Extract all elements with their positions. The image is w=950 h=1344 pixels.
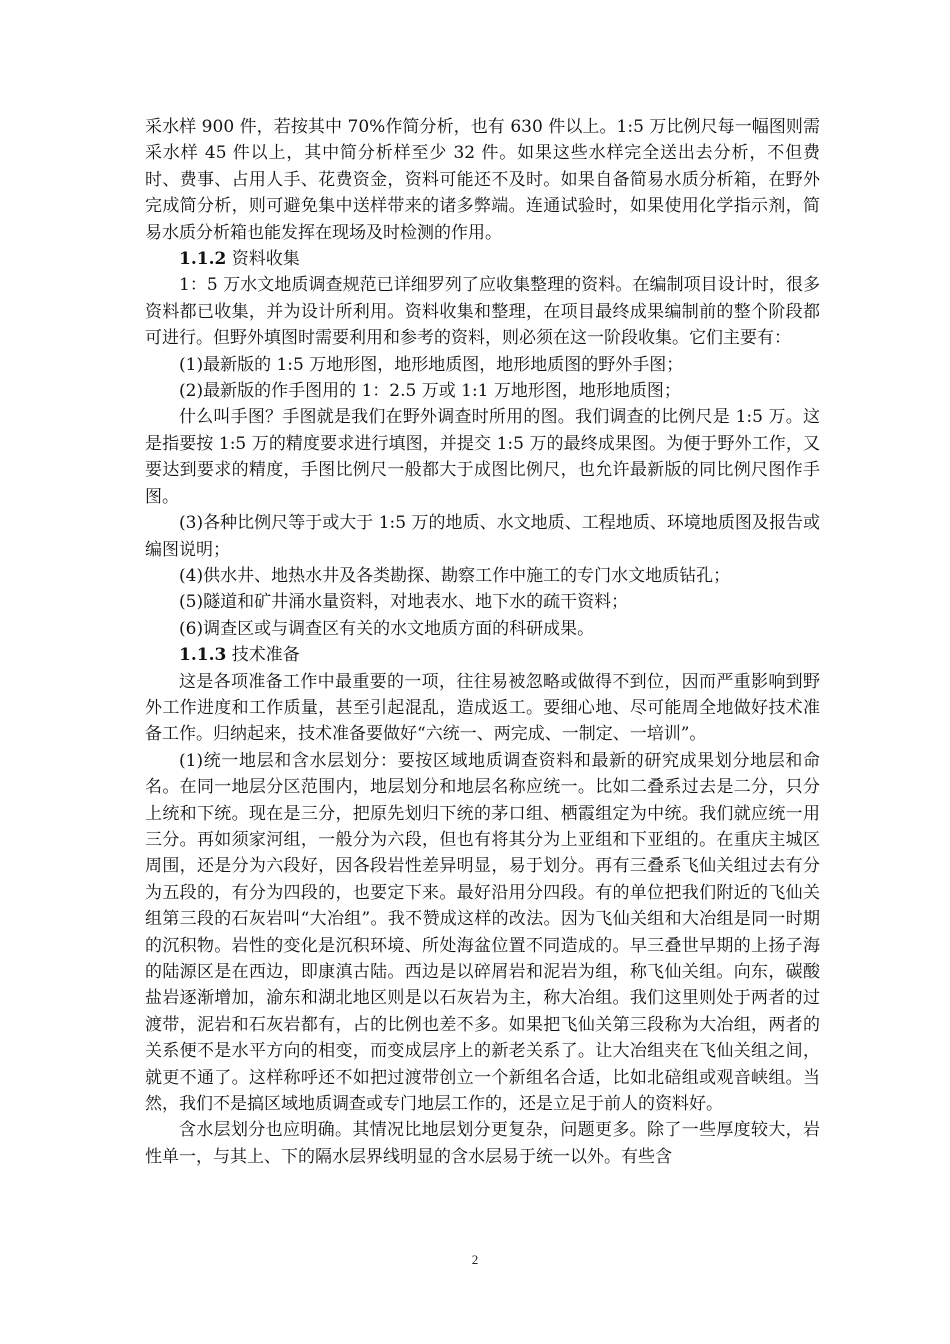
- section-heading: [145, 246, 820, 272]
- paragraph: 这是各项准备工作中最重要的一项，往往易被忽略或做得不到位，因而严重影响到野外工作进度和工作质量，甚至引起混乱，造成返工。要细心地、尽可能周全地做好技术准备工作。归纳起来，技术准备要做好“六统一、两完成、一制定、一培训”。: [145, 671, 820, 745]
- paragraph: 什么叫手图？手图就是我们在野外调查时所用的图。我们调查的比例尺是 1:5 万。这是指要按 1:5 万的精度要求进行填图，并提交 1:5 万的最终成果图。为便于野外工作，又要达到要求的精度，手图比例尺一般都大于成图比例尺，也允许最新版的同比例尺图作手图。: [145, 407, 820, 507]
- paragraph: (1)最新版的 1:5 万地形图，地形地质图，地形地质图的野外手图；: [179, 354, 684, 375]
- paragraph: (2)最新版的作手图用的 1：2.5 万或 1:1 万地形图，地形地质图；: [179, 381, 681, 402]
- paragraph: (1)统一地层和含水层划分：要按区域地质调查资料和最新的研究成果划分地层和命名。在同一地层分区范围内，地层划分和地层名称应统一。比如二叠系过去是二分，只分上统和下统。现在是三分，把原先划归下统的茅口组、栖霞组定为中统。我们就应统一用三分。再如须家河组，一般分为六段，但也有将其分为上亚组和下亚组的。在重庆主城区周围，还是分为六段好，因各段岩性差异明显，易于划分。再有三叠系飞仙关组过去有分为五段的，有分为四段的，也要定下来。最好沿用分四段。有的单位把我们附近的飞仙关组第三段的石灰岩叫“大冶组”。我不赞成这样的改法。因为飞仙关组和大冶组是同一时期的沉积物。岩性的变化是沉积环境、所处海盆位置不同造成的。早三叠世早期的上扬子海的陆源区是在西边，即康滇古陆。西边是以碎屑岩和泥岩为组，称飞仙关组。向东，碳酸盐岩逐渐增加，渝东和湖北地区则是以石灰岩为主，称大冶组。我们这里则处于两者的过渡带，泥岩和石灰岩都有，占的比例也差不多。如果把飞仙关第三段称为大冶组，两者的关系便不是水平方向的相变，而变成层序上的新老关系了。让大冶组夹在飞仙关组之间，就更不通了。这样称呼还不如把过渡带创立一个新组名合适，比如北碚组或观音峡组。当然，我们不是搞区域地质调查或专门地层工作的，还是立足于前人的资料好。: [145, 750, 820, 1115]
- paragraph: (4)供水井、地热水井及各类勘探、勘察工作中施工的专门水文地质钻孔；: [179, 565, 731, 586]
- paragraph: 采水样 900 件，若按其中 70%作简分析，也有 630 件以上。1:5 万比例尺每一幅图则需采水样 45 件以上，其中简分析样至少 32 件。如果这些水样完全送出去分析，不但费时、费事、占用人手、花费资金，资料可能还不及时。如果自备简易水质分析箱，在野外完成简分析，则可避免集中送样带来的诸多弊端。连通试验时，如果使用化学指示剂，简易水质分析箱也能发挥在现场及时检测的作用。: [145, 117, 820, 243]
- page-number: 2: [471, 1252, 479, 1267]
- paragraph: (5)隧道和矿井涌水量资料，对地表水、地下水的疏干资料；: [179, 592, 629, 613]
- paragraph: 1：5 万水文地质调查规范已详细罗列了应收集整理的资料。在编制项目设计时，很多资料都已收集，并为设计所利用。资料收集和整理，在项目最终成果编制前的整个阶段都可进行。但野外填图时需要利用和参考的资料，则必须在这一阶段收集。它们主要有：: [145, 275, 820, 349]
- paragraph: 含水层划分也应明确。其情况比地层划分更复杂，问题更多。除了一些厚度较大，岩性单一，与其上、下的隔水层界线明显的含水层易于统一以外。有些含: [145, 1120, 820, 1167]
- section-title: 技术准备: [231, 645, 300, 666]
- section-number: 1.1.2: [179, 249, 227, 270]
- section-title: 资料收集: [231, 249, 300, 270]
- section-heading: [145, 642, 820, 668]
- paragraph: (6)调查区或与调查区有关的水文地质方面的科研成果。: [179, 618, 595, 639]
- document-body: [145, 114, 820, 1170]
- paragraph: (3)各种比例尺等于或大于 1:5 万的地质、水文地质、工程地质、环境地质图及报告或编图说明；: [145, 513, 820, 560]
- section-number: 1.1.3: [179, 645, 227, 666]
